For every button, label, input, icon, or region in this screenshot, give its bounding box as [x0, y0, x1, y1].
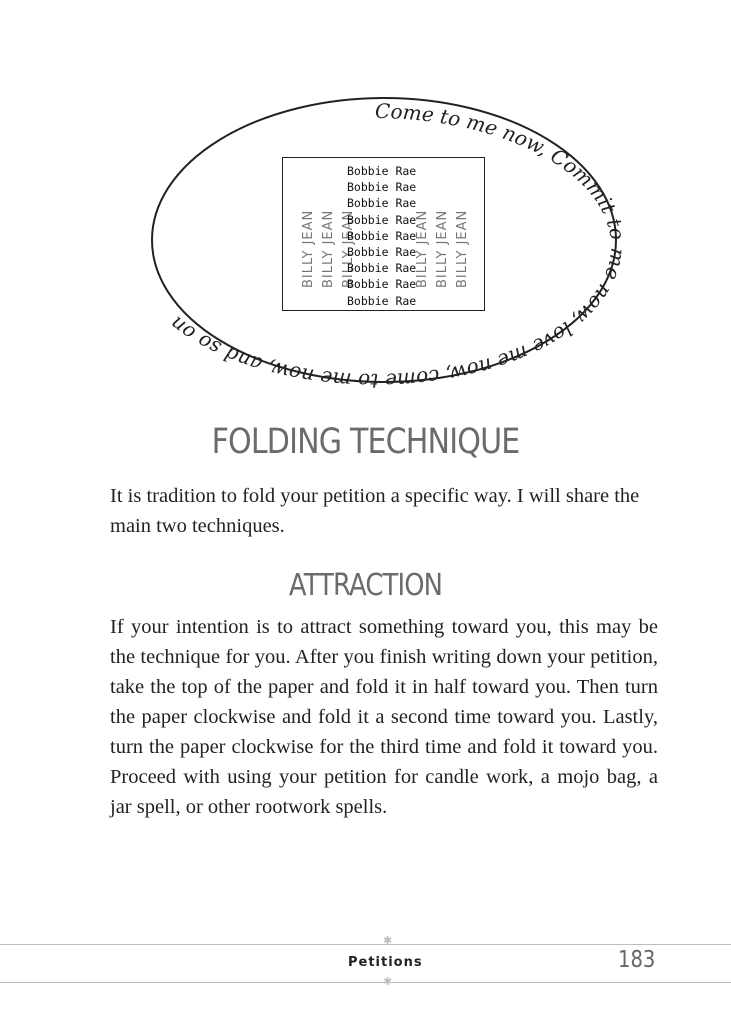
star-ornament-icon: ✱	[383, 975, 393, 988]
billy-jean-column: BILLY JEAN	[415, 209, 430, 288]
bobbie-rae-row: Bobbie Rae	[347, 293, 417, 308]
petition-illustration	[0, 0, 731, 400]
billy-jean-column: BILLY JEAN	[455, 209, 470, 288]
bobbie-rae-row: Bobbie Rae	[347, 212, 417, 227]
bobbie-rae-row: Bobbie Rae	[347, 261, 417, 276]
star-ornament-icon: ✱	[383, 934, 393, 947]
billy-jean-column: BILLY JEAN	[301, 209, 316, 288]
footer-rule-bottom	[0, 982, 731, 983]
bobbie-rae-row: Bobbie Rae	[347, 164, 417, 178]
section-intro: It is tradition to fold your petition a specific way. I will share the main two techniques.	[110, 485, 640, 537]
bobbie-rae-row: Bobbie Rae	[347, 245, 417, 259]
footer-rule-top	[0, 944, 731, 945]
circle-text: Come to me now, Commit to me now, love me now, come to me now, and so on	[165, 98, 631, 394]
bobbie-rae-row: Bobbie Rae	[347, 180, 417, 195]
bobbie-rae-row: Bobbie Rae	[347, 196, 417, 211]
billy-jean-column: BILLY JEAN	[321, 209, 336, 288]
running-title: Petitions	[348, 955, 423, 970]
bobbie-rae-row: Bobbie Rae	[347, 228, 417, 243]
billy-jean-column: BILLY JEAN	[435, 209, 450, 288]
section-heading: FOLDING TECHNIQUE	[211, 422, 520, 462]
page-number: 183	[618, 947, 656, 973]
billy-jean-column: BILLY JEAN	[341, 209, 356, 288]
bobbie-rae-row: Bobbie Rae	[347, 277, 417, 292]
subsection-heading: ATTRACTION	[288, 568, 443, 603]
subsection-body: If your intention is to attract something toward you, this may be the technique for you. After you finish writing down your petition, take the top of the paper and fold it in half toward you. Then turn the paper clockwise and fold it a second time toward you. Lastly, turn the paper clockwise for the third time and fold it toward you. Proceed with using your petition for candle work, a mojo bag, a jar spell, or other rootwork spells.	[110, 616, 658, 818]
